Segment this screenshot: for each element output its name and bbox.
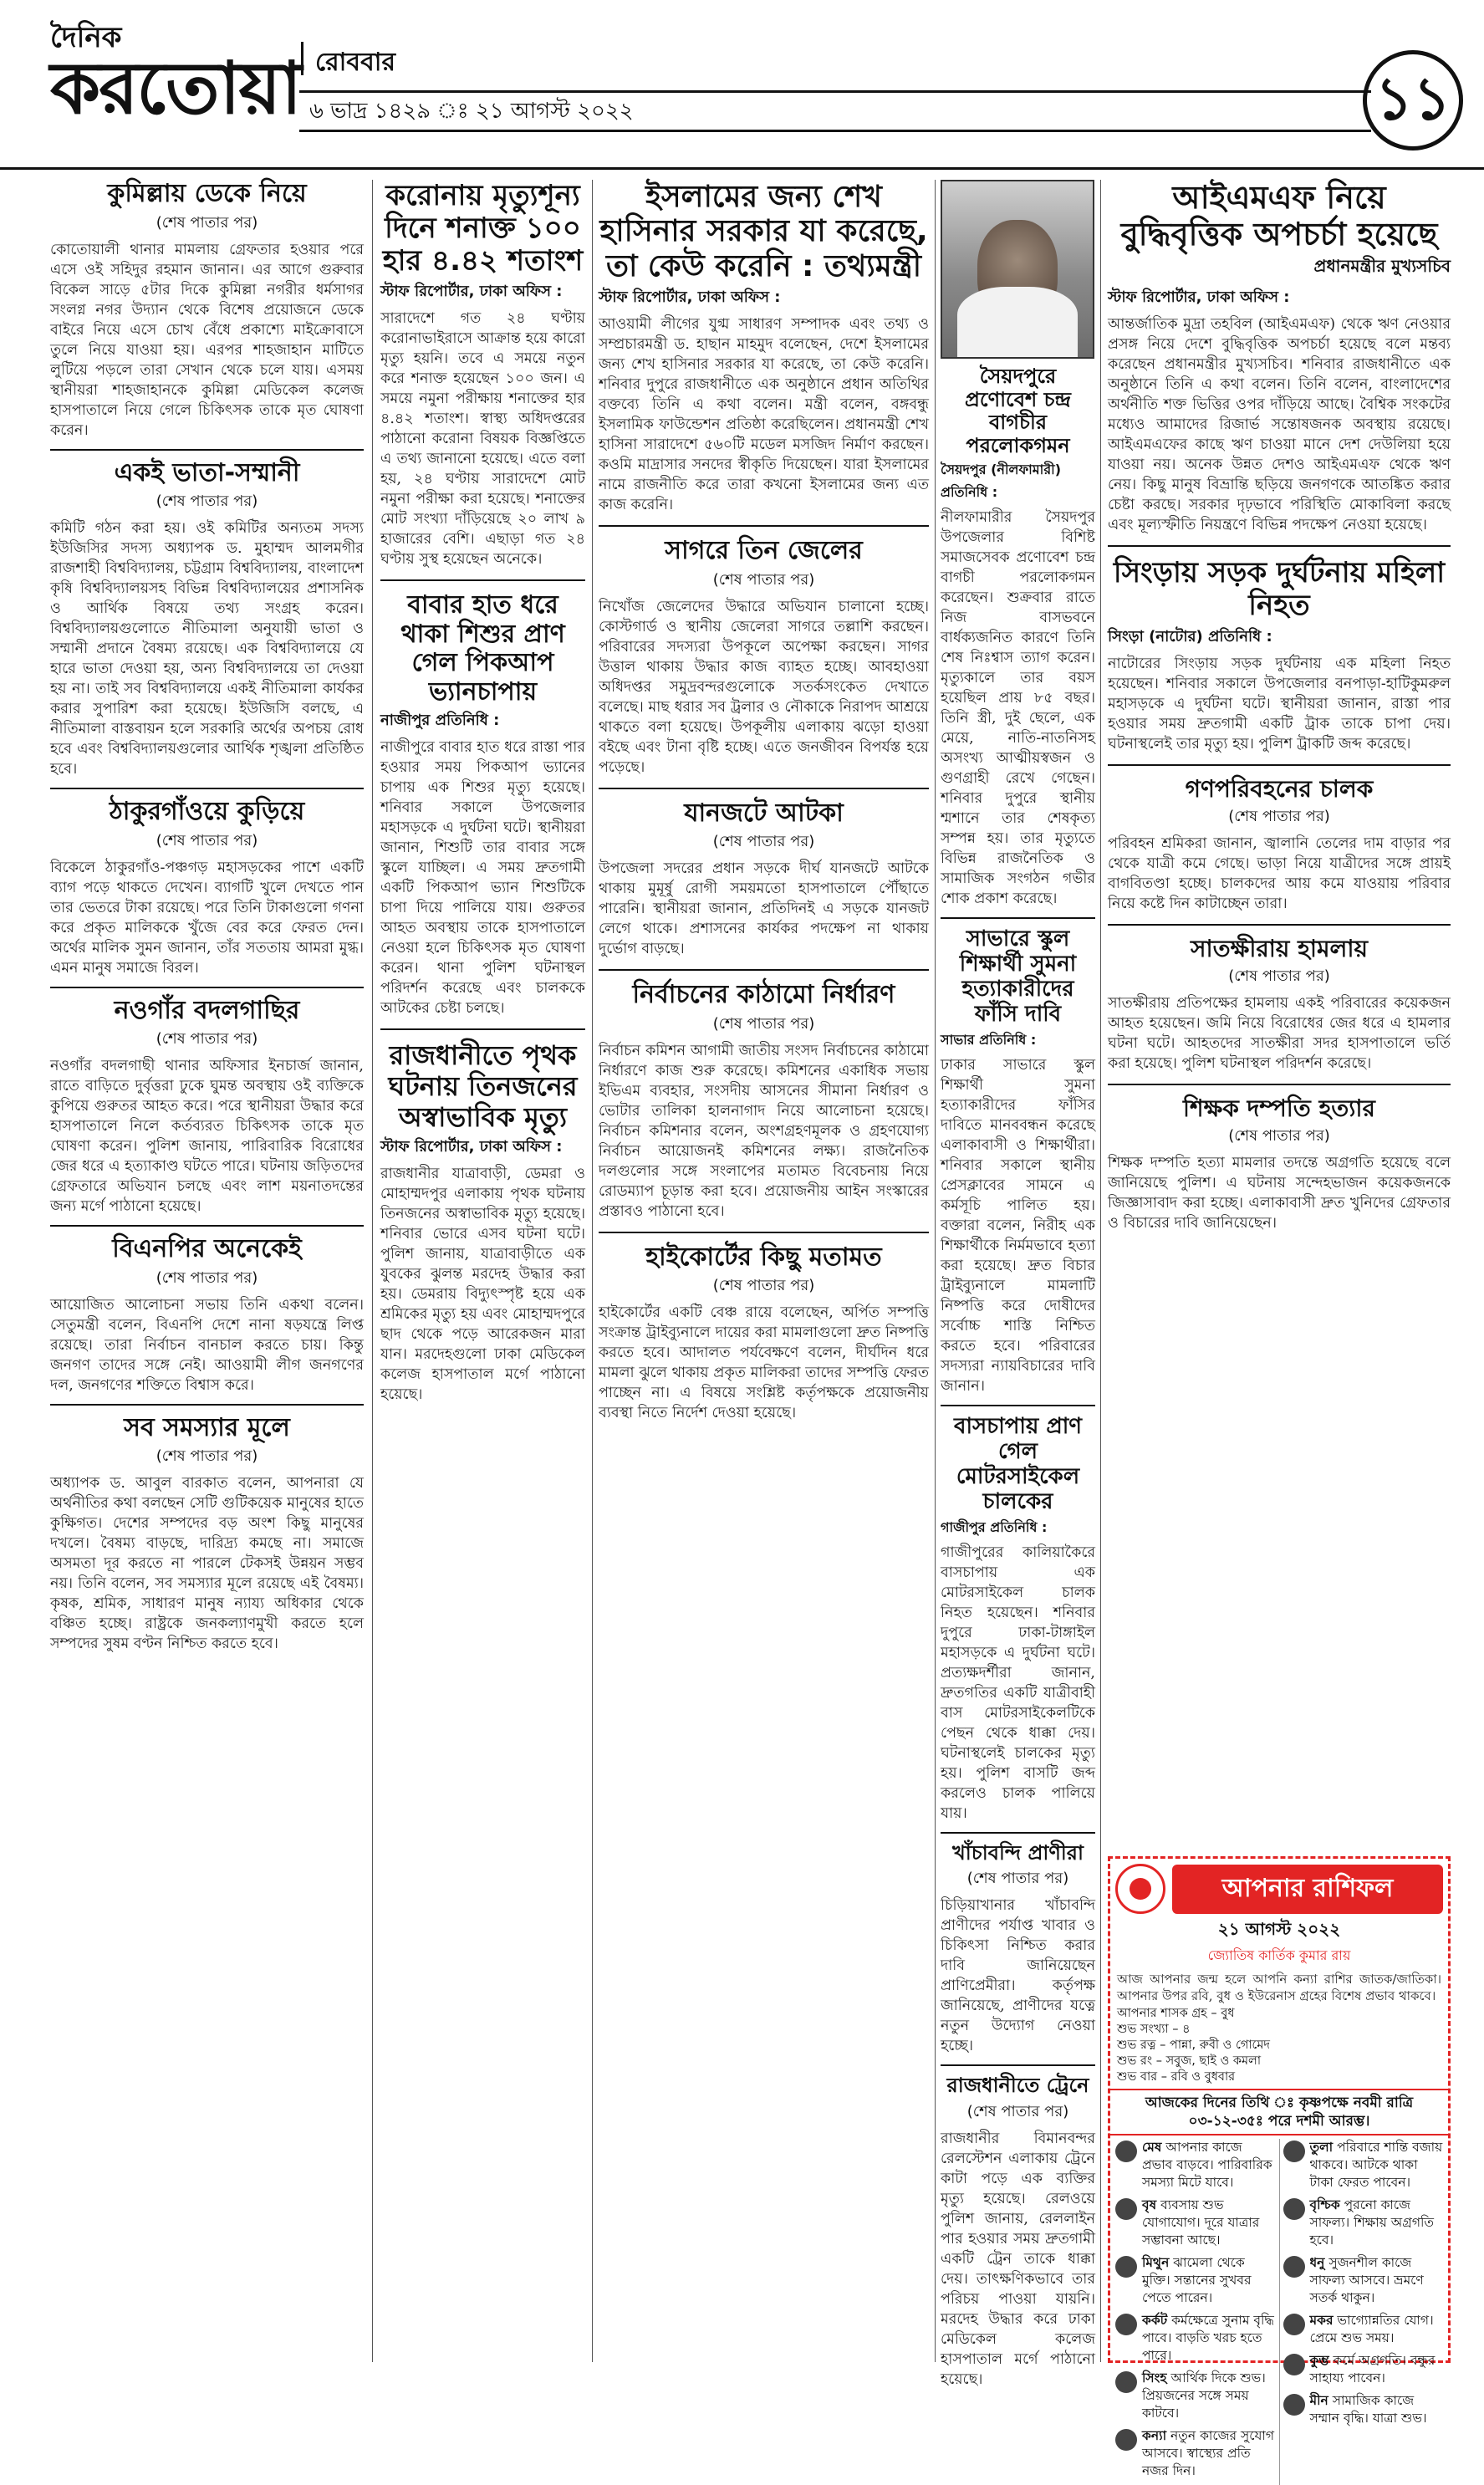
divider: [50, 788, 364, 789]
byline: স্টাফ রিপোর্টার, ঢাকা অফিস :: [380, 283, 563, 301]
sign-item[interactable]: তুলা পরিবারে শান্তি বজায় থাকবে। আটকে থাকা টাকা ফেরত পাবেন।: [1283, 2139, 1444, 2192]
continued-label: (শেষ পাতার পর): [1228, 967, 1330, 985]
divider: [50, 449, 364, 451]
continued-label: (শেষ পাতার পর): [712, 1014, 815, 1033]
divider: [1108, 764, 1451, 766]
sign-item[interactable]: মীন সামাজিক কাজে সম্মান বৃদ্ধি। যাত্রা শুভ।: [1283, 2392, 1444, 2427]
taurus-icon: [1115, 2198, 1137, 2220]
pisces-icon: [1283, 2394, 1305, 2416]
day-label: রোববার: [301, 42, 395, 75]
column-rule: [935, 180, 936, 2362]
byline: গাজীপুর প্রতিনিধি :: [941, 1518, 1048, 1535]
byline: স্টাফ রিপোর্টার, ঢাকা অফিস :: [1108, 288, 1290, 307]
continued-label: (শেষ পাতার পর): [966, 1870, 1069, 1888]
detail-row: শুভ রং – সবুজ, ছাই ও কমলা: [1117, 2054, 1262, 2068]
article-nowgaon[interactable]: [50, 997, 364, 1217]
divider: [599, 788, 929, 789]
article-body: নির্বাচন কমিশন আগামী জাতীয় সংসদ নির্বাচনের কাঠামো নির্ধারণে কাজ শুরু করেছে। কমিশনের একাধিক সভায় ইভিএম ব্যবহার, সংসদীয় আসনের সীমানা নির্ধারণ ও ভোটার তালিকা হালনাগাদ নিয়ে আলোচনা হয়েছে। নির্বাচন কমিশনার বলেন, অংশগ্রহণমূলক ও গ্রহণযোগ্য নির্বাচন আয়োজনই কমিশনের লক্ষ্য। রাজনৈতিক দলগুলোর সঙ্গে সংলাপের মতামত বিবেচনায় নিয়ে রোডম্যাপ চূড়ান্ত করা হবে। প্রয়োজনীয় আইন সংস্কারের প্রস্তাবও পাঠানো হবে।: [599, 1042, 929, 1220]
article-body: আন্তর্জাতিক মুদ্রা তহবিল (আইএমএফ) থেকে ঋণ নেওয়ার প্রসঙ্গ নিয়ে দেশে বুদ্ধিবৃত্তিক অপচর্চা হয়েছে বলে মন্তব্য করেছেন প্রধানমন্ত্রীর মুখ্যসচিব। শনিবার রাজধানীতে এক অনুষ্ঠানে তিনি এ কথা বলেন। তিনি বলেন, বাংলাদেশের অর্থনীতি শক্ত ভিত্তির ওপর দাঁড়িয়ে আছে। বৈশ্বিক সংকটের মধ্যেও আমাদের রিজার্ভ সন্তোষজনক অবস্থায় রয়েছে। আইএমএফের কাছে ঋণ চাওয়া মানে দেশ দেউলিয়া হয়ে যাওয়া নয়। অনেক উন্নত দেশও আইএমএফ থেকে ঋণ নেয়। কিছু মানুষ বিভ্রান্তি ছড়িয়ে জনগণকে আতঙ্কিত করার চেষ্টা করছে। সরকার দৃঢ়ভাবে পরিস্থিতি মোকাবিলা করছে এবং মূল্যস্ফীতি নিয়ন্ত্রণে বিভিন্ন পদক্ষেপ নেওয়া হয়েছে।: [1108, 316, 1451, 534]
rashifal-box: [1108, 1856, 1451, 2478]
detail-row: শুভ রত্ন – পান্না, রুবী ও গোমেদ: [1117, 2039, 1271, 2052]
continued-label: (শেষ পাতার পর): [156, 492, 258, 510]
sign-item[interactable]: মেষ আপনার কাজে প্রভাব বাড়বে। পারিবারিক সমস্যা মিটে যাবে।: [1115, 2139, 1276, 2192]
headline: সৈয়দপুরে প্রণোবেশ চন্দ্র বাগচীর পরলোকগমন: [965, 365, 1071, 457]
article-body: আয়োজিত আলোচনা সভায় তিনি একথা বলেন। সেতুমন্ত্রী বলেন, বিএনপি দেশে নানা ষড়যন্ত্রে লিপ্ত রয়েছে। তারা নির্বাচন বানচাল করতে চায়। কিন্তু জনগণ তাদের সঙ্গে নেই। আওয়ামী লীগ জনগণের দল, জনগণের শক্তিতে বিশ্বাস করে।: [50, 1296, 364, 1394]
headline: করোনায় মৃত্যুশূন্য দিনে শনাক্ত ১০০ হার ৪.৪২ শতাংশ: [382, 179, 584, 278]
headline: রাজধানীতে ট্রেনে: [946, 2074, 1089, 2098]
article-body: হাইকোর্টের একটি বেঞ্চ রায়ে বলেছেন, অর্পিত সম্পত্তি সংক্রান্ত ট্রাইব্যুনালে দায়ের করা মামলাগুলো দ্রুত নিষ্পত্তি করতে হবে। আদালত পর্যবেক্ষণে বলেন, দীর্ঘদিন ধরে মামলা ঝুলে থাকায় প্রকৃত মালিকরা তাদের সম্পত্তি ফেরত পাচ্ছেন না। এ বিষয়ে সংশ্লিষ্ট কর্তৃপক্ষকে প্রয়োজনীয় ব্যবস্থা নিতে নির্দেশ দেওয়া হয়েছে।: [599, 1304, 929, 1422]
headline: হাইকোর্টের কিছু মতামত: [645, 1242, 882, 1272]
continued-label: (শেষ পাতার পর): [156, 1268, 258, 1287]
article-satkhira[interactable]: [1108, 936, 1451, 1074]
article-singra[interactable]: [1108, 557, 1451, 753]
article-body: অধ্যাপক ড. আবুল বারকাত বলেন, আপনারা যে অর্থনীতির কথা বলছেন সেটি গুটিকয়েক মানুষের হাতে কুক্ষিগত। দেশের সম্পদের বড় অংশ কিছু মানুষের দখলে। বৈষম্য বাড়ছে, দারিদ্র্য কমছে না। সমাজে অসমতা দূর করতে না পারলে টেকসই উন্নয়ন সম্ভব নয়। তিনি বলেন, সব সমস্যার মূলে রয়েছে এই বৈষম্য। কৃষক, শ্রমিক, সাধারণ মানুষ ন্যায্য অধিকার থেকে বঞ্চিত হচ্ছে। রাষ্ট্রকে জনকল্যাণমুখী করতে হলে সম্পদের সুষম বণ্টন নিশ্চিত করতে হবে।: [50, 1475, 364, 1652]
gemini-icon: [1115, 2256, 1137, 2278]
continued-label: (শেষ পাতার পর): [156, 1030, 258, 1048]
aquarius-icon: [1283, 2354, 1305, 2375]
detail-row: শুভ সংখ্যা – ৪: [1117, 2023, 1191, 2036]
article-islam[interactable]: [599, 180, 929, 515]
headline: ঠাকুরগাঁওয়ে কুড়িয়ে: [109, 797, 305, 826]
article-kumilla[interactable]: [50, 180, 364, 441]
article-body: পরিবহন শ্রমিকরা জানান, জ্বালানি তেলের দাম বাড়ার পর থেকে যাত্রী কমে গেছে। ভাড়া নিয়ে যাত্রীদের সঙ্গে প্রায়ই বাগবিতণ্ডা হচ্ছে। চালকদের আয় কমে যাওয়ায় পরিবার নিয়ে কষ্টে দিন কাটাচ্ছেন তারা।: [1108, 834, 1451, 912]
column-rule: [592, 180, 593, 2362]
article-body: রাজধানীর বিমানবন্দর রেলস্টেশন এলাকায় ট্রেনে কাটা পড়ে এক ব্যক্তির মৃত্যু হয়েছে। রেলওয়ে পুলিশ জানায়, রেললাইন পার হওয়ার সময় দ্রুতগামী একটি ট্রেন তাকে ধাক্কা দেয়। তাৎক্ষণিকভাবে তার পরিচয় পাওয়া যায়নি। মরদেহ উদ্ধার করে ঢাকা মেডিকেল কলেজ হাসপাতাল মর্গে পাঠানো হয়েছে।: [941, 2130, 1095, 2388]
headline: বাবার হাত ধরে থাকা শিশুর প্রাণ গেল পিকআপ ভ্যানচাপায়: [400, 590, 565, 707]
headline: নির্বাচনের কাঠামো নির্ধারণ: [632, 980, 895, 1010]
article-body: নাজীপুরে বাবার হাত ধরে রাস্তা পার হওয়ার সময় পিকআপ ভ্যানের চাপায় এক শিশুর মৃত্যু হয়েছে। শনিবার সকালে উপজেলার মহাসড়কে এ দুর্ঘটনা ঘটে। স্থানীয়রা জানান, শিশুটি তার বাবার সঙ্গে স্কুলে যাচ্ছিল। এ সময় দ্রুতগামী একটি পিকআপ ভ্যান শিশুটিকে চাপা দিয়ে পালিয়ে যায়। গুরুতর আহত অবস্থায় তাকে হাসপাতালে নেওয়া হলে চিকিৎসক মৃত ঘোষণা করেন। থানা পুলিশ ঘটনাস্থল পরিদর্শন করেছে এবং চালককে আটকের চেষ্টা চলছে।: [380, 739, 585, 1018]
column-4: [941, 180, 1095, 2388]
article-gonoporibohon[interactable]: [1108, 776, 1451, 914]
article-rajdhani-train[interactable]: [941, 2074, 1095, 2390]
article-sagor[interactable]: [599, 537, 929, 778]
continued-label: (শেষ পাতার পর): [712, 1277, 815, 1295]
article-savar[interactable]: [941, 927, 1095, 1396]
sagittarius-icon: [1283, 2256, 1305, 2278]
article-jantate[interactable]: [599, 799, 929, 960]
logo-main-text: করতোয়া: [50, 47, 301, 130]
article-body: নওগাঁর বদলগাছী থানার অফিসার ইনচার্জ জানান, রাতে বাড়িতে দুর্বৃত্তরা ঢুকে ঘুমন্ত অবস্থায় ওই ব্যক্তিকে কুপিয়ে গুরুতর আহত করে। পরে স্থানীয়রা উদ্ধার করে হাসপাতালে নিলে কর্তব্যরত চিকিৎসক তাকে মৃত ঘোষণা করেন। পুলিশ জানায়, পারিবারিক বিরোধের জের ধরে এ হত্যাকাণ্ড ঘটতে পারে। ঘটনায় জড়িতদের গ্রেফতারে অভিযান চলছে এবং লাশ ময়নাতদন্তের জন্য মর্গে পাঠানো হয়েছে।: [50, 1058, 364, 1215]
logo-top-text: দৈনিক: [50, 21, 122, 54]
article-thakurgaon[interactable]: [50, 798, 364, 978]
divider: [380, 1028, 585, 1030]
page-number: ১১: [1363, 50, 1463, 151]
article-obituary[interactable]: [941, 365, 1095, 909]
article-body: কমিটি গঠন করা হয়। ওই কমিটির অন্যতম সদস্য ইউজিসির সদস্য অধ্যাপক ড. মুহাম্মদ আলমগীর রাজশাহী বিশ্ববিদ্যালয়, চট্টগ্রাম বিশ্ববিদ্যালয়, বাংলাদেশ কৃষি বিশ্ববিদ্যালয়সহ বিভিন্ন বিশ্ববিদ্যালয়ের প্রশাসনিক ও আর্থিক বিষয়ে তথ্য সংগ্রহ করেন। বিশ্ববিদ্যালয়গুলোতে নীতিমালা অনুযায়ী ভাতা ও সম্মানী প্রদানে বৈষম্য রয়েছে। এক বিশ্ববিদ্যালয়ে যে হারে ভাতা দেওয়া হয়, অন্য বিশ্ববিদ্যালয়ে তা দেওয়া হয় না। তাই সব বিশ্ববিদ্যালয়ে একই নীতিমালা কার্যকর করার সুপারিশ করা হয়েছে। ইউজিসি বলছে, এ নীতিমালা বাস্তবায়ন হলে সরকারি অর্থের অপচয় রোধ হবে এবং বিশ্ববিদ্যালয়গুলোর আর্থিক শৃঙ্খলা প্রতিষ্ঠিত হবে।: [50, 520, 364, 778]
newspaper-logo[interactable]: [50, 21, 301, 130]
rashifal-title: আপনার রাশিফল: [1172, 1865, 1443, 1914]
headline: রাজধানীতে পৃথক ঘটনায় তিনজনের অস্বাভাবিক মৃত্যু: [388, 1039, 578, 1133]
article-corona[interactable]: [380, 180, 585, 569]
article-body: উপজেলা সদরের প্রধান সড়কে দীর্ঘ যানজটে আটকে থাকায় মুমূর্ষু রোগী সময়মতো হাসপাতালে পৌঁছাতে পারেনি। স্থানীয়রা জানান, প্রতিদিনই এ সড়কে যানজট লেগে থাকে। প্রশাসনের কার্যকর পদক্ষেপ না থাকায় দুর্ভোগ বাড়ছে।: [599, 860, 929, 958]
portrait-shirt: [957, 287, 1078, 357]
sign-item[interactable]: বৃশ্চিক পুরনো কাজে সাফল্য। শিক্ষায় অগ্রগতি হবে।: [1283, 2197, 1444, 2249]
zodiac-wheel-icon: [1115, 1864, 1165, 1914]
article-body: ঢাকার সাভারে স্কুল শিক্ষার্থী সুমনা হত্যাকারীদের ফাঁসির দাবিতে মানববন্ধন করেছে এলাকাবাসী ও শিক্ষার্থীরা। শনিবার সকালে স্থানীয় প্রেসক্লাবের সামনে এ কর্মসূচি পালিত হয়। বক্তারা বলেন, নিরীহ এক শিক্ষার্থীকে নির্মমভাবে হত্যা করা হয়েছে। দ্রুত বিচার ট্রাইব্যুনালে মামলাটি নিষ্পত্তি করে দোষীদের সর্বোচ্চ শাস্তি নিশ্চিত করতে হবে। পরিবারের সদস্যরা ন্যায়বিচারের দাবি জানান।: [941, 1056, 1095, 1395]
byline: নাজীপুর প্রতিনিধি :: [380, 712, 500, 730]
article-bnp[interactable]: [50, 1235, 364, 1396]
article-body: শিক্ষক দম্পতি হত্যা মামলার তদন্তে অগ্রগতি হয়েছে বলে জানিয়েছে পুলিশ। এ ঘটনায় সন্দেহভাজন কয়েকজনকে জিজ্ঞাসাবাদ করা হচ্ছে। এলাকাবাসী দ্রুত খুনিদের গ্রেফতার ও বিচারের দাবি জানিয়েছেন।: [1108, 1155, 1451, 1232]
libra-icon: [1283, 2141, 1305, 2162]
capricorn-icon: [1283, 2314, 1305, 2335]
divider: [1108, 545, 1451, 547]
article-body: নীলফামারীর সৈয়দপুর উপজেলার বিশিষ্ট সমাজসেবক প্রণোবেশ চন্দ্র বাগচী পরলোকগমন করেছেন। শুক্রবার রাতে নিজ বাসভবনে বার্ধক্যজনিত কারণে তিনি শেষ নিঃশ্বাস ত্যাগ করেন। মৃত্যুকালে তার বয়স হয়েছিল প্রায় ৮৫ বছর। তিনি স্ত্রী, দুই ছেলে, এক মেয়ে, নাতি-নাতনিসহ অসংখ্য আত্মীয়স্বজন ও গুণগ্রাহী রেখে গেছেন। শনিবার দুপুরে স্থানীয় শ্মশানে তার শেষকৃত্য সম্পন্ন হয়। তার মৃত্যুতে বিভিন্ন রাজনৈতিক ও সামাজিক সংগঠন গভীর শোক প্রকাশ করেছে।: [941, 509, 1095, 908]
headline: সাতক্ষীরায় হামলায়: [1191, 934, 1368, 962]
scorpio-icon: [1283, 2198, 1305, 2220]
leo-icon: [1115, 2371, 1137, 2393]
sign-item[interactable]: কুম্ভ কর্মে অগ্রগতি। বন্ধুর সাহায্য পাবেন।: [1283, 2352, 1444, 2387]
headline: বিএনপির অনেকেই: [112, 1234, 302, 1263]
tithi-line: আজকের দিনের তিথি ঃ কৃষ্ণপক্ষে নবমী রাত্রি ০৩-১২-৩৫ঃ পরে দশমী আরম্ভ।: [1110, 2089, 1448, 2135]
divider: [1108, 1084, 1451, 1085]
article-body: রাজধানীর যাত্রাবাড়ী, ডেমরা ও মোহাম্মদপুর এলাকায় পৃথক ঘটনায় তিনজনের অস্বাভাবিক মৃত্যু হয়েছে। শনিবার ভোরে এসব ঘটনা ঘটে। পুলিশ জানায়, যাত্রাবাড়ীতে এক যুবকের ঝুলন্ত মরদেহ উদ্ধার করা হয়। ডেমরায় বিদ্যুৎস্পৃষ্ট হয়ে এক শ্রমিকের মৃত্যু হয় এবং মোহাম্মদপুরে ছাদ থেকে পড়ে আরেকজন মারা যান। মরদেহগুলো ঢাকা মেডিকেল কলেজ হাসপাতাল মর্গে পাঠানো হয়েছে।: [380, 1165, 585, 1403]
article-vata[interactable]: [50, 459, 364, 780]
headline: সাভারে স্কুল শিক্ষার্থী সুমনা হত্যাকারীদের ফাঁসি দাবি: [959, 926, 1077, 1028]
byline: সৈয়দপুর (নীলফামারী) প্রতিনিধি :: [941, 462, 1062, 501]
divider: [50, 987, 364, 988]
virgo-icon: [1115, 2429, 1137, 2451]
article-bap[interactable]: [380, 591, 585, 1018]
continued-label: (শেষ পাতার পর): [712, 570, 815, 589]
rashifal-date: ২১ আগস্ট ২০২২: [1217, 1919, 1341, 1939]
aries-icon: [1115, 2141, 1137, 2162]
column-1: [50, 180, 364, 2362]
article-shikkhok[interactable]: [1108, 1095, 1451, 1233]
headline: কুমিল্লায় ডেকে নিয়ে: [107, 179, 307, 208]
article-body: আওয়ামী লীগের যুগ্ম সাধারণ সম্পাদক এবং তথ্য ও সম্প্রচারমন্ত্রী ড. হাছান মাহমুদ বলেছেন, দেশে ইসলামের জন্য শেখ হাসিনার সরকার যা করেছে, তা কেউ করেনি। শনিবার দুপুরে রাজধানীতে এক অনুষ্ঠানে প্রধান অতিথির বক্তব্যে তিনি এ কথা বলেন। মন্ত্রী বলেন, বঙ্গবন্ধু ইসলামিক ফাউন্ডেশন প্রতিষ্ঠা করেছিলেন। প্রধানমন্ত্রী শেখ হাসিনা সারাদেশে ৫৬০টি মডেল মসজিদ নির্মাণ করছেন। কওমি মাদ্রাসার সনদের স্বীকৃতি দিয়েছেন। যারা ইসলামের নামে রাজনীতি করে তারা কখনো ইসলামের জন্য এত কাজ করেনি।: [599, 316, 929, 514]
cancer-icon: [1115, 2314, 1137, 2335]
column-rule: [372, 180, 373, 2362]
continued-label: (শেষ পাতার পর): [712, 833, 815, 851]
sign-item[interactable]: কর্কট কর্মক্ষেত্রে সুনাম বৃদ্ধি পাবে। বাড়তি খরচ হতে পারে।: [1115, 2312, 1276, 2365]
detail-row: শুভ বার – রবি ও বুধবার: [1117, 2070, 1236, 2084]
masthead: [0, 0, 1484, 170]
article-body: চিড়িয়াখানার খাঁচাবন্দি প্রাণীদের পর্যাপ্ত খাবার ও চিকিৎসা নিশ্চিত করার দাবি জানিয়েছেন প্রাণিপ্রেমীরা। কর্তৃপক্ষ জানিয়েছে, প্রাণীদের যত্নে নতুন উদ্যোগ নেওয়া হচ্ছে।: [941, 1897, 1095, 2055]
sign-item[interactable]: সিংহ আর্থিক দিকে শুভ। প্রিয়জনের সঙ্গে সময় কাটবে।: [1115, 2370, 1276, 2422]
byline: স্টাফ রিপোর্টার, ঢাকা অফিস :: [380, 1137, 563, 1156]
divider: [941, 1405, 1095, 1406]
sign-item[interactable]: মিথুন ঝামেলা থেকে মুক্তি। সন্তানের সুখবর পেতে পারেন।: [1115, 2254, 1276, 2307]
divider: [50, 1225, 364, 1227]
headline: আইএমএফ নিয়ে বুদ্ধিবৃত্তিক অপচর্চা হয়েছে: [1120, 179, 1438, 253]
article-rajniti[interactable]: [380, 1040, 585, 1404]
sign-item[interactable]: ধনু সুজনশীল কাজে সাফল্য আসবে। ভ্রমণে সতর্ক থাকুন।: [1283, 2254, 1444, 2307]
continued-label: (শেষ পাতার পর): [1228, 807, 1330, 825]
article-khachabandi[interactable]: [941, 1842, 1095, 2057]
column-5: [1108, 180, 1451, 1848]
article-body: সাতক্ষীরায় প্রতিপক্ষের হামলায় একই পরিবারের কয়েকজন আহত হয়েছেন। জমি নিয়ে বিরোধের জের ধরে এ হামলার ঘটনা ঘটে। আহতদের সাতক্ষীরা সদর হাসপাতালে ভর্তি করা হয়েছে। পুলিশ ঘটনাস্থল পরিদর্শন করেছে।: [1108, 994, 1451, 1072]
headline: বাসচাপায় প্রাণ গেল মোটরসাইকেল চালকের: [954, 1413, 1082, 1514]
subhead: প্রধানমন্ত্রীর মুখ্যসচিব: [1313, 256, 1451, 277]
article-bashchapay[interactable]: [941, 1415, 1095, 1824]
rashifal-details: [1110, 2006, 1448, 2085]
continued-label: (শেষ পাতার পর): [156, 831, 258, 850]
headline: সব সমস্যার মূলে: [124, 1412, 290, 1442]
astrologer-name: জ্যোতিষ কার্তিক কুমার রায়: [1207, 1947, 1351, 1963]
article-body: কোতোয়ালী থানার মামলায় গ্রেফতার হওয়ার পরে এসে ওই সহিদুর রহমান জানান। এর আগে গুরুবার বিকেল সাড়ে ৫টার দিকে কুমিল্লা নগরীর ধর্মসাগর সংলগ্ন নগর উদ্যান থেকে বিশেষ প্রয়োজনে ডেকে বাইরে নিয়ে এসে চোখ বেঁধে প্রকাশ্যে মাইক্রোবাসে তুলে নিয়ে যাওয়া হয়। এরপর শাহজাহান মাটিতে লুটিয়ে পড়লে তারা সেখান থেকে চলে যায়। এসময় স্থানীয়রা শাহজাহানকে কুমিল্লা মেডিকেল কলেজ হাসপাতালে নিয়ে গেলে চিকিৎসক তাকে মৃত ঘোষণা করেন।: [50, 241, 364, 439]
byline: স্টাফ রিপোর্টার, ঢাকা অফিস :: [599, 288, 781, 307]
article-samasya[interactable]: [50, 1414, 364, 1655]
divider: [941, 2064, 1095, 2066]
continued-label: (শেষ পাতার পর): [156, 213, 258, 232]
article-body: বিকেলে ঠাকুরগাঁও-পঞ্চগড় মহাসড়কের পাশে একটি ব্যাগ পড়ে থাকতে দেখেন। ব্যাগটি খুলে দেখতে পান তার ভেতরে টাকা রয়েছে। পরে তিনি টাকাগুলো গণনা করে প্রকৃত মালিককে খুঁজে বের করে ফেরত দেন। অর্থের মালিক সুমন জানান, তাঁর সততায় আমরা মুগ্ধ। এমন মানুষ সমাজে বিরল।: [50, 859, 364, 977]
date-line: ৬ ভাদ্র ১৪২৯ ঃ ২১ আগস্ট ২০২২: [299, 90, 1371, 132]
detail-row: আপনার শাসক গ্রহ – বুধ: [1117, 2007, 1235, 2020]
article-body: সারাদেশে গত ২৪ ঘণ্টায় করোনাভাইরাসে আক্রান্ত হয়ে কারো মৃত্যু হয়নি। তবে এ সময়ে নতুন করে শনাক্ত হয়েছেন ১০০ জন। এ সময়ে নমুনা পরীক্ষায় শনাক্তের হার ৪.৪২ শতাংশ। স্বাস্থ্য অধিদপ্তরের পাঠানো করোনা বিষয়ক বিজ্ঞপ্তিতে এ তথ্য জানানো হয়েছে। এতে বলা হয়, ২৪ ঘণ্টায় সারাদেশে মোট নমুনা পরীক্ষা করা হয়েছে। শনাক্তের মোট সংখ্যা দাঁড়িয়েছে ২০ লাখ ৯ হাজারের বেশি। এছাড়া গত ২৪ ঘণ্টায় সুস্থ হয়েছেন অনেকে।: [380, 310, 585, 569]
divider: [941, 917, 1095, 919]
headline: নওগাঁর বদলগাছির: [114, 995, 300, 1025]
signs-left: [1115, 2139, 1279, 2485]
headline: একই ভাতা-সম্মানী: [114, 457, 300, 487]
byline: সাভার প্রতিনিধি :: [941, 1031, 1037, 1048]
headline: গণপরিবহনের চালক: [1185, 774, 1374, 803]
continued-label: (শেষ পাতার পর): [1228, 1127, 1330, 1146]
continued-label: (শেষ পাতার পর): [966, 2102, 1069, 2120]
divider: [941, 1832, 1095, 1834]
headline: শিক্ষক দম্পতি হত্যার: [1183, 1094, 1375, 1122]
divider: [50, 1404, 364, 1406]
sign-item[interactable]: কন্যা নতুন কাজের সুযোগ আসবে। স্বাস্থ্যের প্রতি নজর দিন।: [1115, 2427, 1276, 2480]
divider: [599, 969, 929, 971]
divider: [599, 525, 929, 527]
headline: সিংড়ায় সড়ক দুর্ঘটনায় মহিলা নিহত: [1113, 556, 1446, 623]
article-highcourt[interactable]: [599, 1243, 929, 1424]
headline: ইসলামের জন্য শেখ হাসিনার সরকার যা করেছে, তা কেউ করেনি : তথ্যমন্ত্রী: [599, 180, 928, 283]
column-2: [380, 180, 585, 2362]
article-imf[interactable]: [1108, 180, 1451, 535]
signs-right: [1279, 2139, 1444, 2485]
headline: যানজটে আটকা: [684, 798, 844, 828]
divider: [1108, 924, 1451, 926]
sign-item[interactable]: মকর ভাগ্যোন্নতির যোগ। প্রেমে শুভ সময়।: [1283, 2312, 1444, 2347]
divider: [599, 1232, 929, 1233]
continued-label: (শেষ পাতার পর): [156, 1447, 258, 1465]
article-body: গাজীপুরের কালিয়াকৈরে বাসচাপায় এক মোটরসাইকেল চালক নিহত হয়েছেন। শনিবার দুপুরে ঢাকা-টাঙ্গাইল মহাসড়কে এ দুর্ঘটনা ঘটে। প্রত্যক্ষদর্শীরা জানান, দ্রুতগতির একটি যাত্রীবাহী বাস মোটরসাইকেলটিকে পেছন থেকে ধাক্কা দেয়। ঘটনাস্থলেই চালকের মৃত্যু হয়। পুলিশ বাসটি জব্দ করলেও চালক পালিয়ে যায়।: [941, 1544, 1095, 1822]
article-body: নাটোরের সিংড়ায় সড়ক দুর্ঘটনায় এক মহিলা নিহত হয়েছেন। শনিবার সকালে উপজেলার বনপাড়া-হাটিকুমরুল মহাসড়কে এ দুর্ঘটনা ঘটে। স্থানীয়রা জানান, রাস্তা পার হওয়ার সময় দ্রুতগামী একটি ট্রাক তাকে চাপা দেয়। ঘটনাস্থলেই তার মৃত্যু হয়। পুলিশ ট্রাকটি জব্দ করেছে।: [1108, 655, 1451, 753]
column-3: [599, 180, 929, 2362]
obituary-photo: [941, 180, 1094, 359]
column-rule: [1100, 180, 1101, 2362]
headline: সাগরে তিন জেলের: [665, 536, 863, 566]
byline: সিংড়া (নাটোর) প্রতিনিধি :: [1108, 627, 1272, 645]
rashifal-intro: আজ আপনার জন্ম হলে আপনি কন্যা রাশির জাতক/জাতিকা। আপনার উপর রবি, বুধ ও ইউরেনাস গ্রহের বিশেষ প্রভাব থাকবে।: [1117, 1972, 1441, 2003]
article-nirbachon[interactable]: [599, 981, 929, 1222]
sign-item[interactable]: বৃষ ব্যবসায় শুভ যোগাযোগ। দূরে যাত্রার সম্ভাবনা আছে।: [1115, 2197, 1276, 2249]
article-body: নিখোঁজ জেলেদের উদ্ধারে অভিযান চালানো হচ্ছে। কোস্টগার্ড ও স্থানীয় জেলেরা সাগরে তল্লাশি করছেন। পরিবারের সদস্যরা উপকূলে অপেক্ষা করছেন। সাগর উত্তাল থাকায় উদ্ধার কাজ ব্যাহত হচ্ছে। আবহাওয়া অধিদপ্তর সমুদ্রবন্দরগুলোকে সতর্কসংকেত দেখাতে বলেছে। মাছ ধরার সব ট্রলার ও নৌকাকে নিরাপদ আশ্রয়ে থাকতে বলা হয়েছে। উপকূলীয় এলাকায় ঝড়ো হাওয়া বইছে এবং টানা বৃষ্টি হচ্ছে। এতে জনজীবন বিপর্যস্ত হয়ে পড়েছে।: [599, 598, 929, 776]
headline: খাঁচাবন্দি প্রাণীরা: [952, 1840, 1084, 1865]
divider: [380, 579, 585, 581]
